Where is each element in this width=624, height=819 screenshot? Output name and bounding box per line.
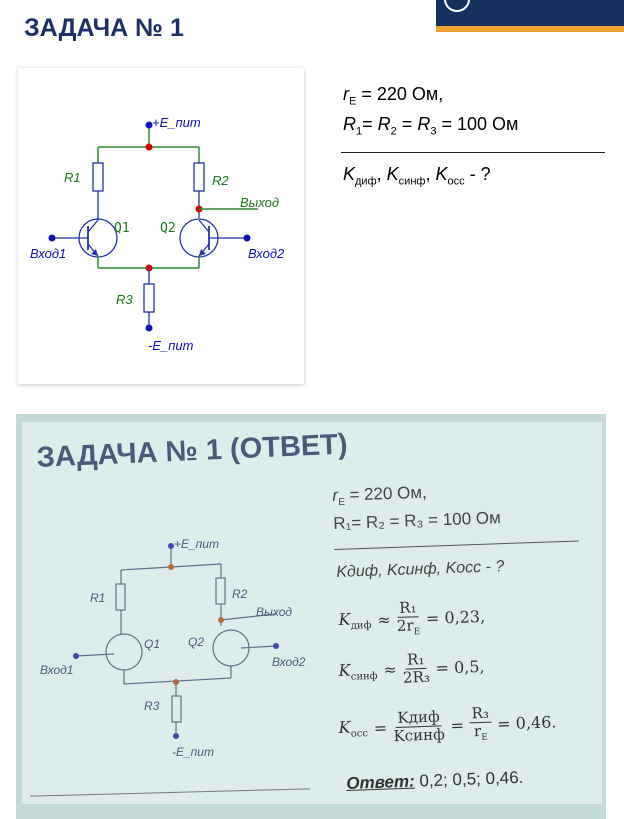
re-subscript: E	[349, 95, 357, 108]
given-r-line	[343, 114, 518, 138]
comma-1: ,	[376, 164, 387, 184]
top-node	[146, 144, 153, 151]
r2-subscript: 2	[390, 125, 397, 138]
f3-rel: =	[373, 718, 388, 738]
answer-label: Ответ:	[346, 771, 416, 793]
p-in2-label: Вход2	[272, 655, 306, 669]
plus-supply-label: +E_пит	[152, 115, 201, 130]
corner-logo	[436, 0, 624, 40]
input2-label: Вход2	[248, 246, 285, 261]
f2-fraction: $\frac{\text{R₁}}{\text{2R₃}}$	[402, 649, 431, 687]
input1-label: Вход1	[30, 246, 67, 261]
r3-label: R3	[116, 292, 133, 307]
output-label: Выход	[240, 195, 280, 210]
f2-result: = 0,5,	[435, 657, 485, 678]
p-in1-terminal	[73, 653, 79, 659]
k-symbol-3: K	[435, 164, 448, 184]
answer-re-symbol: r	[332, 485, 339, 505]
p-in2-terminal	[273, 643, 279, 649]
input1-terminal	[49, 235, 56, 242]
f2-lhs: $K_{синф}$	[338, 660, 378, 683]
answer-circuit-diagram	[36, 524, 326, 774]
find-line	[343, 164, 491, 188]
r2-symbol: R	[377, 113, 391, 134]
find-suffix: - ?	[464, 164, 491, 184]
answer-given-re	[332, 480, 500, 508]
r-value: = 100 Ом	[441, 113, 519, 134]
p-out-label: Выход	[256, 605, 293, 619]
resistor-r1	[93, 163, 103, 191]
p-top-node	[168, 564, 174, 570]
p-q2-label: Q2	[188, 635, 205, 649]
q2-label: Q2	[160, 221, 176, 236]
comma-2: ,	[425, 164, 436, 184]
eq-sign-2: =	[401, 113, 413, 134]
f3-result: = 0,46.	[496, 712, 557, 734]
p-r2-label: R2	[232, 587, 248, 601]
r1-subscript: 1	[356, 125, 363, 138]
answer-re-value: = 220 Ом,	[344, 482, 428, 505]
k-sinf-sub: синф	[398, 175, 426, 188]
given-divider	[341, 152, 605, 153]
formula-koss	[338, 702, 557, 748]
p-bottom-node	[173, 679, 179, 685]
p-r3-label: R3	[144, 699, 160, 713]
p-q1-label: Q1	[144, 637, 161, 651]
circuit-diagram	[18, 68, 304, 384]
formula-ksinf	[338, 649, 485, 690]
given-re-line	[343, 84, 518, 108]
re-symbol: r	[343, 84, 349, 104]
input2-terminal	[244, 235, 251, 242]
r1-symbol: R	[343, 113, 356, 134]
r3-subscript: 3	[430, 125, 437, 138]
circuit-svg	[18, 68, 304, 384]
given-block	[343, 84, 518, 143]
r1-label: R1	[64, 170, 81, 185]
p-in1-label: Вход1	[40, 663, 74, 677]
formula-kdif	[338, 597, 486, 641]
answer-slide-title: ЗАДАЧА № 1 (ОТВЕТ)	[36, 428, 349, 474]
p-minus-terminal	[173, 733, 179, 739]
q2-collector	[199, 220, 209, 232]
q1-collector	[88, 220, 98, 232]
eq-sign: =	[362, 113, 373, 134]
resistor-r3	[144, 284, 154, 312]
k-oss-sub: осс	[447, 175, 465, 188]
r2-label: R2	[212, 173, 229, 188]
answer-re-sub: E	[338, 496, 346, 509]
minus-supply-terminal	[146, 325, 153, 332]
answer-slide-photo	[16, 414, 606, 819]
f1-result: = 0,23,	[425, 606, 486, 628]
answer-find-line: Kдиф, Kсинф, Kосс - ?	[336, 558, 505, 581]
f3-fraction-2: $\frac{\text{R₃}}{r_E}$	[469, 705, 492, 744]
answer-value: 0,2; 0,5; 0,46.	[414, 767, 524, 791]
minus-supply-label: -E_пит	[148, 338, 194, 353]
re-value: = 220 Ом,	[361, 84, 444, 104]
k-dif-sub: диф	[355, 175, 377, 188]
answer-given-block	[332, 480, 501, 540]
k-symbol-2: K	[386, 164, 399, 184]
q1-label: Q1	[114, 221, 130, 236]
r3-symbol: R	[417, 113, 431, 134]
k-symbol: K	[343, 164, 356, 184]
p-plus-label: +E_пит	[174, 537, 219, 551]
resistor-r2	[194, 163, 204, 191]
q1-emitter-arrow-icon	[91, 249, 98, 256]
f3-fraction-1: $\frac{\text{Kдиф}}{\text{Kсинф}}$	[393, 707, 446, 745]
p-r1-label: R1	[90, 591, 106, 605]
f1-lhs: $K_{диф}$	[338, 609, 372, 632]
f1-rel: ≈	[376, 609, 391, 630]
p-out-node	[218, 617, 224, 623]
logo-orange-band	[436, 26, 624, 32]
f3-eq: =	[450, 715, 465, 735]
answer-given-r: R₁= R₂ = R₃ = 100 Ом	[332, 508, 502, 534]
p-minus-label: -E_пит	[172, 745, 214, 759]
f2-rel: ≈	[382, 660, 398, 680]
q2-emitter-arrow-icon	[199, 249, 206, 256]
f1-fraction: $\frac{\text{R₁}}{2r_E}$	[396, 598, 421, 638]
f3-lhs: $K_{осс}$	[338, 717, 369, 740]
page-title: ЗАДАЧА № 1	[24, 14, 184, 42]
